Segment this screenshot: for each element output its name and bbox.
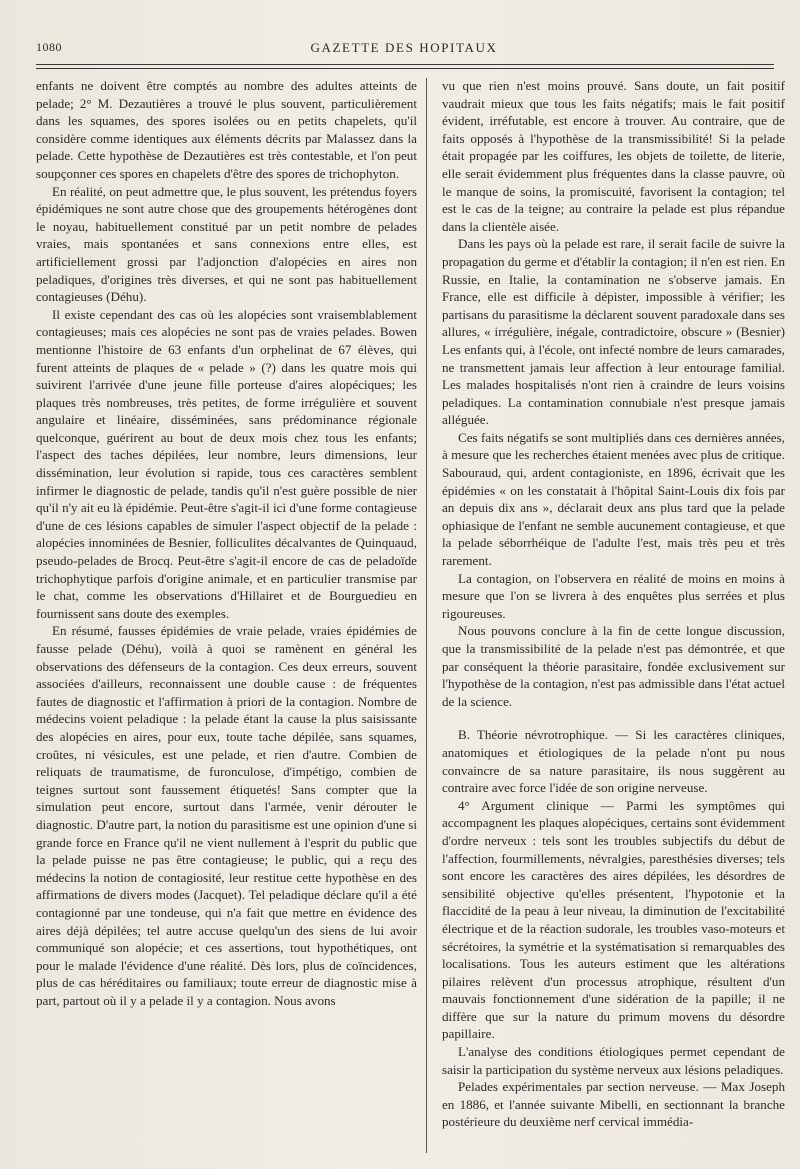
paragraph: vu que rien n'est moins prouvé. Sans doute, un fait positif vaudrait mieux que tous les faits négatifs; mais le fait positif évident, irréfutable, est encore à trouver. Au contraire, que de faits opposés à l'hypothèse de la transmissibilité! Si la pelade était propagée par les coiffures, les objets de toilette, de literie, elle serait évidemment plus fréquentes dans la classe pauvre, où le manque de soins, la promiscuité, favorisent la contagion; tel est le cas de la teigne; au contraire la pelade est plus répandue dans la clientèle aisée. — [442, 78, 785, 234]
paragraph: Pelades expérimentales par section nerveuse. — Max Joseph en 1886, et l'année suivante Mibelli, en sectionnant la branche postérieure du deuxième nerf cervical immédia- — [442, 1079, 785, 1130]
paragraph: L'analyse des conditions étiologiques permet cependant de saisir la participation du système nerveux aux lésions peladiques. — [442, 1044, 785, 1077]
header-rule-thin — [36, 68, 774, 69]
paragraph: En réalité, on peut admettre que, le plus souvent, les prétendus foyers épidémiques ne sont autre chose que des groupements hétérogènes dont le noyau, habituellement constitué par un petit nombre de pelades vraies, mais spontanées et sans connexions entre elles, est artificiellement grossi par l'adjonction d'alopécies en aires non peladiques, d'origines très diverses, et qui ne sont pas habituellement contagieuses (Déhu). — [36, 183, 417, 305]
left-column — [36, 77, 417, 1009]
paragraph: Il existe cependant des cas où les alopécies sont vraisemblablement contagieuses; mais ces alopécies ne sont pas de vraies pelades. Bowen mentionne l'histoire de 63 enfants d'un orphelinat de 67 élèves, qui furent atteints de plaques de « pelade » (?) dans les quatre mois qui suivirent l'arrivée d'une jeune fille porteuse d'aires alopéciques; les plaques très nombreuses, très petites, de forme irrégulière et souvent angulaire et linéaire, disséminées, sans prédominance régionale quelconque, guérirent au bout de deux mois chez tous les enfants; l'aspect des taches dépilées, leur nombre, leurs dimensions, leur dissémination, leur évolution si rapide, tous ces caractères semblent infirmer le diagnostic de pelade, tandis qu'il n'est guère possible de nier qu'il n'y ait eu là épidémie. Peut-être s'agit-il ici d'une forme contagieuse d'une de ces lésions capables de simuler l'aspect objectif de la pelade : alopécies innominées de Besnier, folliculites décalvantes de Quinquaud, pseudo-pelades de Brocq. Peut-être s'agit-il encore de cas de peladoïde trichophytique parfois d'origine animale, et en particulier transmise par le chat, comme les observations d'Hillairet et de Bourguedieu en fournissent sans doute des exemples. — [36, 306, 417, 621]
right-column — [442, 77, 785, 1131]
paragraph: 4° Argument clinique — Parmi les symptômes qui accompagnent les plaques alopéciques, certains sont évidemment d'ordre nerveux : tels sont les troubles subjectifs du début de l'affection, fourmillements, névralgies, paresthésies diverses; tels sont encore les caractères des aires dépilées, les désordres de sensibilité objective qu'elles présentent, l'hypotonie et la flaccidité de la peau à leur niveau, la diminution de l'excitabilité électrique et de la réaction sudorale, les troubles vaso-moteurs et sécrétoires, la symétrie et la systématisation si remarquables des localisations. Tous les auteurs estiment que les altérations pilaires relèvent d'un processus atrophique, résultent d'un mauvais fonctionnement d'une sidération de la papille; il ne diffère que sur la nature du primum movens du désordre papillaire. — [442, 797, 785, 1042]
paragraph: En résumé, fausses épidémies de vraie pelade, vraies épidémies de fausse pelade (Déhu), voilà à quoi se ramènent en général les observations des défenseurs de la contagion. Ces deux erreurs, souvent associées d'ailleurs, reconnaissent une double cause : de fréquentes fautes de diagnostic et l'affirmation à priori de la contagion. Nombre de médecins voient peladique : la pelade étant la cause la plus saisissante des alopécies en aires, pour eux, toute tache dépilée, sans squames, croûtes, ni vésicules, est une pelade, et rien d'autre. Combien de reliquats de traumatisme, de furonculose, d'impétigo, combien de teignes surtout sont faussement étiquetés! Sans compter que la simulation peut encore, surtout dans l'armée, venir dérouter le diagnostic. D'autre part, la notion du parasitisme est une opinion d'une si grande force en France qu'il ne vient nullement à l'esprit du public que la pelade puisse ne pas être contagieuse; le public, qui a reçu des médecins la notion de contagiosité, leur restitue cette hypothèse en des affirmations de divers modes (Jacquet). Tel peladique déclare qu'il a été contagionné par une tondeuse, qui n'a fait que mettre en évidence des aires déjà dépilées; tel autre accuse quelqu'un des siens de lui avoir communiqué son alopécie; et ces assertions, tout hypothétiques, ont pour le malade l'évidence d'une réalité. Dès lors, plus de coïncidences, plus de cas héréditaires ou familiaux; toute erreur de diagnostic mise à part, partout où il y a pelade il y a contagion. Nous avons — [36, 623, 417, 1008]
header-rule-thick — [36, 64, 774, 65]
column-divider — [426, 78, 427, 1153]
paragraph: Dans les pays où la pelade est rare, il serait facile de suivre la propagation du germe et d'établir la contagion; il n'en est rien. En Russie, en Italie, la contamination ne s'observe jamais. En France, elle est difficile à dépister, impossible à vérifier; les partisans du parasitisme la déclarent souvent paradoxale dans ses allures, « irrégulière, inégale, contradictoire, obscure » (Besnier) Les enfants qui, à l'école, ont infecté nombre de leurs camarades, ne transmettent jamais leur affection à leur entourage familial. Les malades hospitalisés n'ont rien à craindre de leurs voisins peladiques. La contamination connubiale n'est presque jamais alléguée. — [442, 236, 785, 428]
journal-title: GAZETTE DES HOPITAUX — [310, 40, 498, 55]
paragraph: enfants ne doivent être comptés au nombre des adultes atteints de pelade; 2° M. Dezautières a trouvé le plus souvent, particulièrement dans les squames, des spores isolées ou en petits chapelets, qu'il considère comme identiques aux éléments décrits par Malassez dans la pelade. Cette hypothèse de Dezautières est très contestable, et l'on peut soupçonner ces spores en chapelets d'être des spores de trichophyton. — [36, 78, 417, 181]
page-header — [36, 40, 772, 60]
paragraph: Ces faits négatifs se sont multipliés dans ces dernières années, à mesure que les recherches étaient menées avec plus de critique. Sabouraud, qui, ardent contagioniste, en 1896, écrivait que les épidémies « on les constatait à l'hôpital Saint-Louis dix fois par an depuis dix ans », déclarait deux ans plus tard que la pelade ophiasique de l'enfant ne semble aucunement contagieuse, et que la pelade séborrhéique de l'adulte l'est, mais très peu et très rarement. — [442, 429, 785, 569]
section-heading-paragraph: B. Théorie névrotrophique. — Si les caractères cliniques, anatomiques et étiologiques de la pelade n'ont pu nous convaincre de sa nature parasitaire, ils nous suggèrent au contraire avec force l'idée de son origine nerveuse. — [442, 727, 785, 796]
paragraph: La contagion, on l'observera en réalité de moins en moins à mesure que l'on se livrera à des enquêtes plus serrées et plus rigoureuses. — [442, 570, 785, 621]
page-number: 1080 — [36, 40, 62, 54]
paragraph: Nous pouvons conclure à la fin de cette longue discussion, que la transmissibilité de la pelade n'est pas démontrée, et que par conséquent la théorie parasitaire, fondée exclusivement sur l'hypothèse de la contagion, n'est pas admissible dans l'état actuel de la science. — [442, 623, 785, 709]
